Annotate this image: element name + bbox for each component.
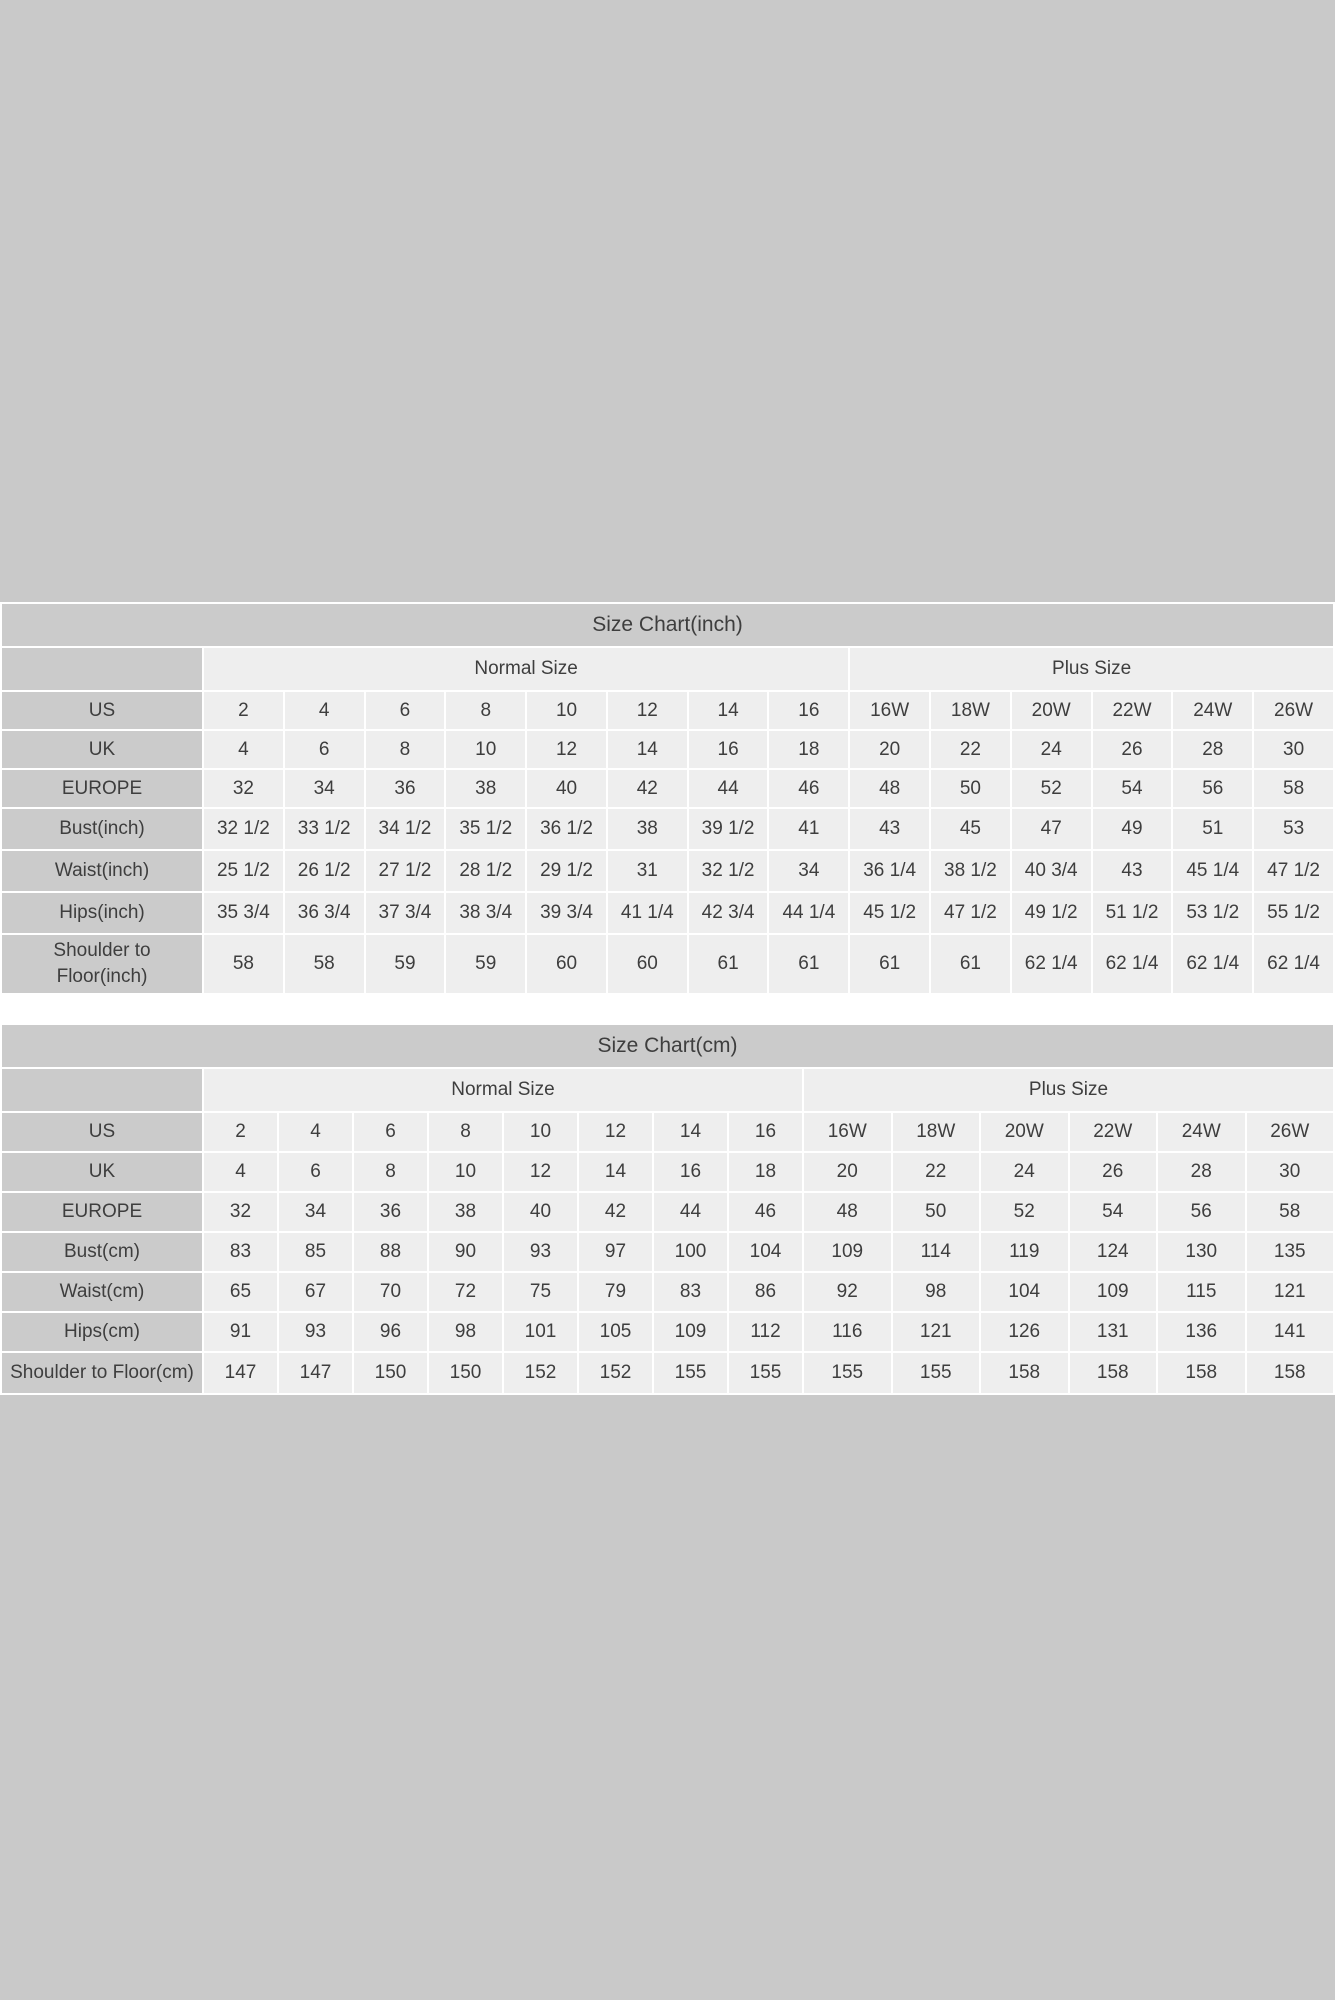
- size-value-cell: 36: [366, 770, 445, 807]
- size-value-cell: 46: [769, 770, 848, 807]
- size-value-cell: 53: [1254, 809, 1333, 849]
- size-value-cell: 16: [729, 1113, 802, 1151]
- size-value-cell: 24W: [1158, 1113, 1245, 1151]
- size-value-cell: 38: [429, 1193, 502, 1231]
- size-value-cell: 50: [931, 770, 1010, 807]
- size-value-cell: 20: [850, 731, 929, 768]
- size-value-cell: 28 1/2: [446, 851, 525, 891]
- size-value-cell: 27 1/2: [366, 851, 445, 891]
- size-value-cell: 98: [893, 1273, 980, 1311]
- size-value-cell: 35 3/4: [204, 893, 283, 933]
- size-value-cell: 52: [1012, 770, 1091, 807]
- size-value-cell: 70: [354, 1273, 427, 1311]
- size-value-cell: 30: [1254, 731, 1333, 768]
- size-value-cell: 26 1/2: [285, 851, 364, 891]
- size-value-cell: 18W: [931, 692, 1010, 729]
- size-value-cell: 60: [527, 935, 606, 993]
- size-value-cell: 104: [729, 1233, 802, 1271]
- size-value-cell: 32: [204, 770, 283, 807]
- size-value-cell: 119: [981, 1233, 1068, 1271]
- size-value-cell: 136: [1158, 1313, 1245, 1351]
- size-value-cell: 38 1/2: [931, 851, 1010, 891]
- size-value-cell: 18: [729, 1153, 802, 1191]
- size-value-cell: 36: [354, 1193, 427, 1231]
- size-value-cell: 12: [579, 1113, 652, 1151]
- size-value-cell: 10: [527, 692, 606, 729]
- size-value-cell: 33 1/2: [285, 809, 364, 849]
- size-value-cell: 16W: [804, 1113, 891, 1151]
- size-value-cell: 14: [608, 731, 687, 768]
- plus-size-header: Plus Size: [804, 1069, 1333, 1111]
- size-value-cell: 10: [504, 1113, 577, 1151]
- size-chart-inch-title: Size Chart(inch): [2, 604, 1333, 646]
- size-value-cell: 62 1/4: [1254, 935, 1333, 993]
- size-value-cell: 38: [446, 770, 525, 807]
- size-value-cell: 22W: [1093, 692, 1172, 729]
- size-value-cell: 36 1/4: [850, 851, 929, 891]
- table-row: [2, 770, 1333, 807]
- corner-cell: [2, 1069, 202, 1111]
- size-value-cell: 121: [893, 1313, 980, 1351]
- size-value-cell: 109: [654, 1313, 727, 1351]
- size-value-cell: 60: [608, 935, 687, 993]
- size-value-cell: 147: [279, 1353, 352, 1393]
- size-value-cell: 2: [204, 692, 283, 729]
- size-value-cell: 150: [429, 1353, 502, 1393]
- size-value-cell: 115: [1158, 1273, 1245, 1311]
- size-value-cell: 28: [1173, 731, 1252, 768]
- size-value-cell: 30: [1247, 1153, 1334, 1191]
- size-value-cell: 116: [804, 1313, 891, 1351]
- table-title-row: [2, 1025, 1333, 1067]
- size-value-cell: 97: [579, 1233, 652, 1271]
- size-chart-cm-table: [0, 1023, 1335, 1395]
- size-value-cell: 8: [429, 1113, 502, 1151]
- size-value-cell: 104: [981, 1273, 1068, 1311]
- size-value-cell: 155: [729, 1353, 802, 1393]
- size-value-cell: 14: [689, 692, 768, 729]
- size-value-cell: 48: [804, 1193, 891, 1231]
- size-value-cell: 22W: [1070, 1113, 1157, 1151]
- size-value-cell: 49 1/2: [1012, 893, 1091, 933]
- size-value-cell: 121: [1247, 1273, 1334, 1311]
- size-value-cell: 101: [504, 1313, 577, 1351]
- size-value-cell: 51: [1173, 809, 1252, 849]
- size-value-cell: 14: [579, 1153, 652, 1191]
- table-row: [2, 1353, 1333, 1393]
- size-value-cell: 26W: [1247, 1113, 1334, 1151]
- size-value-cell: 45: [931, 809, 1010, 849]
- corner-cell: [2, 648, 202, 690]
- size-value-cell: 6: [285, 731, 364, 768]
- size-value-cell: 130: [1158, 1233, 1245, 1271]
- size-value-cell: 8: [446, 692, 525, 729]
- size-value-cell: 100: [654, 1233, 727, 1271]
- size-value-cell: 62 1/4: [1093, 935, 1172, 993]
- size-value-cell: 58: [1247, 1193, 1334, 1231]
- table-row: [2, 731, 1333, 768]
- row-label-cell: US: [2, 1113, 202, 1151]
- size-value-cell: 93: [279, 1313, 352, 1351]
- size-value-cell: 4: [279, 1113, 352, 1151]
- size-value-cell: 22: [893, 1153, 980, 1191]
- size-value-cell: 36 1/2: [527, 809, 606, 849]
- size-value-cell: 42: [579, 1193, 652, 1231]
- size-value-cell: 135: [1247, 1233, 1334, 1271]
- size-value-cell: 61: [689, 935, 768, 993]
- normal-size-header: Normal Size: [204, 1069, 802, 1111]
- row-label-cell: Hips(cm): [2, 1313, 202, 1351]
- size-value-cell: 47 1/2: [1254, 851, 1333, 891]
- size-value-cell: 42: [608, 770, 687, 807]
- row-label-cell: EUROPE: [2, 770, 202, 807]
- size-value-cell: 22: [931, 731, 1010, 768]
- size-value-cell: 29 1/2: [527, 851, 606, 891]
- size-value-cell: 42 3/4: [689, 893, 768, 933]
- size-chart-inch-table: [0, 602, 1335, 995]
- size-value-cell: 26: [1070, 1153, 1157, 1191]
- size-value-cell: 34: [769, 851, 848, 891]
- size-value-cell: 158: [981, 1353, 1068, 1393]
- row-label-cell: UK: [2, 1153, 202, 1191]
- row-label-cell: Waist(cm): [2, 1273, 202, 1311]
- size-value-cell: 34: [285, 770, 364, 807]
- size-value-cell: 50: [893, 1193, 980, 1231]
- size-value-cell: 58: [204, 935, 283, 993]
- size-value-cell: 20W: [981, 1113, 1068, 1151]
- table-row: [2, 1233, 1333, 1271]
- size-value-cell: 24: [981, 1153, 1068, 1191]
- table-row: [2, 893, 1333, 933]
- size-value-cell: 43: [1093, 851, 1172, 891]
- size-value-cell: 54: [1070, 1193, 1157, 1231]
- size-value-cell: 38 3/4: [446, 893, 525, 933]
- row-label-cell: Shoulder to Floor(cm): [2, 1353, 202, 1393]
- size-value-cell: 92: [804, 1273, 891, 1311]
- size-value-cell: 155: [804, 1353, 891, 1393]
- size-chart-cm-title: Size Chart(cm): [2, 1025, 1333, 1067]
- size-value-cell: 155: [654, 1353, 727, 1393]
- table-row: [2, 935, 1333, 993]
- size-value-cell: 6: [279, 1153, 352, 1191]
- size-value-cell: 152: [579, 1353, 652, 1393]
- size-value-cell: 4: [204, 731, 283, 768]
- size-value-cell: 32 1/2: [204, 809, 283, 849]
- size-value-cell: 4: [204, 1153, 277, 1191]
- size-value-cell: 16: [689, 731, 768, 768]
- size-value-cell: 47 1/2: [931, 893, 1010, 933]
- size-value-cell: 158: [1247, 1353, 1334, 1393]
- size-value-cell: 75: [504, 1273, 577, 1311]
- size-value-cell: 48: [850, 770, 929, 807]
- plus-size-header: Plus Size: [850, 648, 1333, 690]
- size-value-cell: 61: [769, 935, 848, 993]
- size-value-cell: 46: [729, 1193, 802, 1231]
- size-value-cell: 86: [729, 1273, 802, 1311]
- size-value-cell: 28: [1158, 1153, 1245, 1191]
- size-value-cell: 40: [527, 770, 606, 807]
- size-value-cell: 58: [285, 935, 364, 993]
- normal-size-header: Normal Size: [204, 648, 848, 690]
- size-value-cell: 39 3/4: [527, 893, 606, 933]
- size-value-cell: 114: [893, 1233, 980, 1271]
- size-value-cell: 35 1/2: [446, 809, 525, 849]
- table-row: [2, 809, 1333, 849]
- size-value-cell: 16W: [850, 692, 929, 729]
- size-value-cell: 34 1/2: [366, 809, 445, 849]
- size-value-cell: 20W: [1012, 692, 1091, 729]
- size-value-cell: 59: [366, 935, 445, 993]
- size-value-cell: 67: [279, 1273, 352, 1311]
- size-value-cell: 61: [931, 935, 1010, 993]
- size-value-cell: 6: [354, 1113, 427, 1151]
- size-value-cell: 44: [689, 770, 768, 807]
- size-value-cell: 24: [1012, 731, 1091, 768]
- table-row: [2, 1113, 1333, 1151]
- size-value-cell: 31: [608, 851, 687, 891]
- size-value-cell: 56: [1173, 770, 1252, 807]
- size-value-cell: 12: [608, 692, 687, 729]
- size-value-cell: 36 3/4: [285, 893, 364, 933]
- size-value-cell: 16: [654, 1153, 727, 1191]
- row-label-cell: Bust(cm): [2, 1233, 202, 1271]
- size-value-cell: 41 1/4: [608, 893, 687, 933]
- size-value-cell: 59: [446, 935, 525, 993]
- size-value-cell: 147: [204, 1353, 277, 1393]
- size-value-cell: 8: [366, 731, 445, 768]
- size-value-cell: 24W: [1173, 692, 1252, 729]
- size-value-cell: 12: [527, 731, 606, 768]
- row-label-cell: Shoulder to Floor(inch): [2, 935, 202, 993]
- size-value-cell: 62 1/4: [1012, 935, 1091, 993]
- size-value-cell: 4: [285, 692, 364, 729]
- size-value-cell: 18: [769, 731, 848, 768]
- size-value-cell: 43: [850, 809, 929, 849]
- table-row: [2, 1273, 1333, 1311]
- size-value-cell: 112: [729, 1313, 802, 1351]
- table-row: [2, 851, 1333, 891]
- size-value-cell: 16: [769, 692, 848, 729]
- size-value-cell: 51 1/2: [1093, 893, 1172, 933]
- size-value-cell: 2: [204, 1113, 277, 1151]
- size-value-cell: 10: [429, 1153, 502, 1191]
- size-value-cell: 8: [354, 1153, 427, 1191]
- table-row: [2, 1193, 1333, 1231]
- size-value-cell: 141: [1247, 1313, 1334, 1351]
- size-value-cell: 124: [1070, 1233, 1157, 1271]
- size-value-cell: 39 1/2: [689, 809, 768, 849]
- size-group-header-row: [2, 648, 1333, 690]
- size-value-cell: 45 1/4: [1173, 851, 1252, 891]
- size-value-cell: 131: [1070, 1313, 1157, 1351]
- size-value-cell: 49: [1093, 809, 1172, 849]
- size-value-cell: 91: [204, 1313, 277, 1351]
- size-value-cell: 109: [1070, 1273, 1157, 1311]
- table-gap: [0, 995, 1335, 1023]
- size-value-cell: 155: [893, 1353, 980, 1393]
- size-value-cell: 96: [354, 1313, 427, 1351]
- size-value-cell: 58: [1254, 770, 1333, 807]
- size-value-cell: 83: [654, 1273, 727, 1311]
- size-value-cell: 93: [504, 1233, 577, 1271]
- row-label-cell: Waist(inch): [2, 851, 202, 891]
- size-value-cell: 40: [504, 1193, 577, 1231]
- table-row: [2, 1313, 1333, 1351]
- size-value-cell: 150: [354, 1353, 427, 1393]
- size-chart-panel: [0, 602, 1335, 1395]
- size-value-cell: 54: [1093, 770, 1172, 807]
- size-value-cell: 52: [981, 1193, 1068, 1231]
- size-value-cell: 152: [504, 1353, 577, 1393]
- size-value-cell: 53 1/2: [1173, 893, 1252, 933]
- size-value-cell: 158: [1158, 1353, 1245, 1393]
- size-value-cell: 26: [1093, 731, 1172, 768]
- table-title-row: [2, 604, 1333, 646]
- size-group-header-row: [2, 1069, 1333, 1111]
- size-value-cell: 55 1/2: [1254, 893, 1333, 933]
- size-value-cell: 56: [1158, 1193, 1245, 1231]
- size-value-cell: 65: [204, 1273, 277, 1311]
- size-value-cell: 105: [579, 1313, 652, 1351]
- row-label-cell: Bust(inch): [2, 809, 202, 849]
- row-label-cell: EUROPE: [2, 1193, 202, 1231]
- size-value-cell: 18W: [893, 1113, 980, 1151]
- size-value-cell: 32 1/2: [689, 851, 768, 891]
- size-value-cell: 41: [769, 809, 848, 849]
- size-value-cell: 37 3/4: [366, 893, 445, 933]
- size-value-cell: 62 1/4: [1173, 935, 1252, 993]
- size-value-cell: 34: [279, 1193, 352, 1231]
- size-value-cell: 85: [279, 1233, 352, 1271]
- size-value-cell: 61: [850, 935, 929, 993]
- row-label-cell: Hips(inch): [2, 893, 202, 933]
- size-value-cell: 98: [429, 1313, 502, 1351]
- size-value-cell: 26W: [1254, 692, 1333, 729]
- size-value-cell: 72: [429, 1273, 502, 1311]
- size-value-cell: 158: [1070, 1353, 1157, 1393]
- size-value-cell: 45 1/2: [850, 893, 929, 933]
- size-value-cell: 20: [804, 1153, 891, 1191]
- size-value-cell: 79: [579, 1273, 652, 1311]
- size-value-cell: 44 1/4: [769, 893, 848, 933]
- size-value-cell: 109: [804, 1233, 891, 1271]
- size-value-cell: 44: [654, 1193, 727, 1231]
- size-value-cell: 83: [204, 1233, 277, 1271]
- row-label-cell: UK: [2, 731, 202, 768]
- size-value-cell: 47: [1012, 809, 1091, 849]
- size-value-cell: 40 3/4: [1012, 851, 1091, 891]
- size-value-cell: 10: [446, 731, 525, 768]
- size-value-cell: 88: [354, 1233, 427, 1271]
- size-value-cell: 32: [204, 1193, 277, 1231]
- size-value-cell: 12: [504, 1153, 577, 1191]
- size-value-cell: 126: [981, 1313, 1068, 1351]
- size-value-cell: 25 1/2: [204, 851, 283, 891]
- table-row: [2, 692, 1333, 729]
- size-value-cell: 14: [654, 1113, 727, 1151]
- size-value-cell: 90: [429, 1233, 502, 1271]
- size-value-cell: 6: [366, 692, 445, 729]
- table-row: [2, 1153, 1333, 1191]
- row-label-cell: US: [2, 692, 202, 729]
- size-value-cell: 38: [608, 809, 687, 849]
